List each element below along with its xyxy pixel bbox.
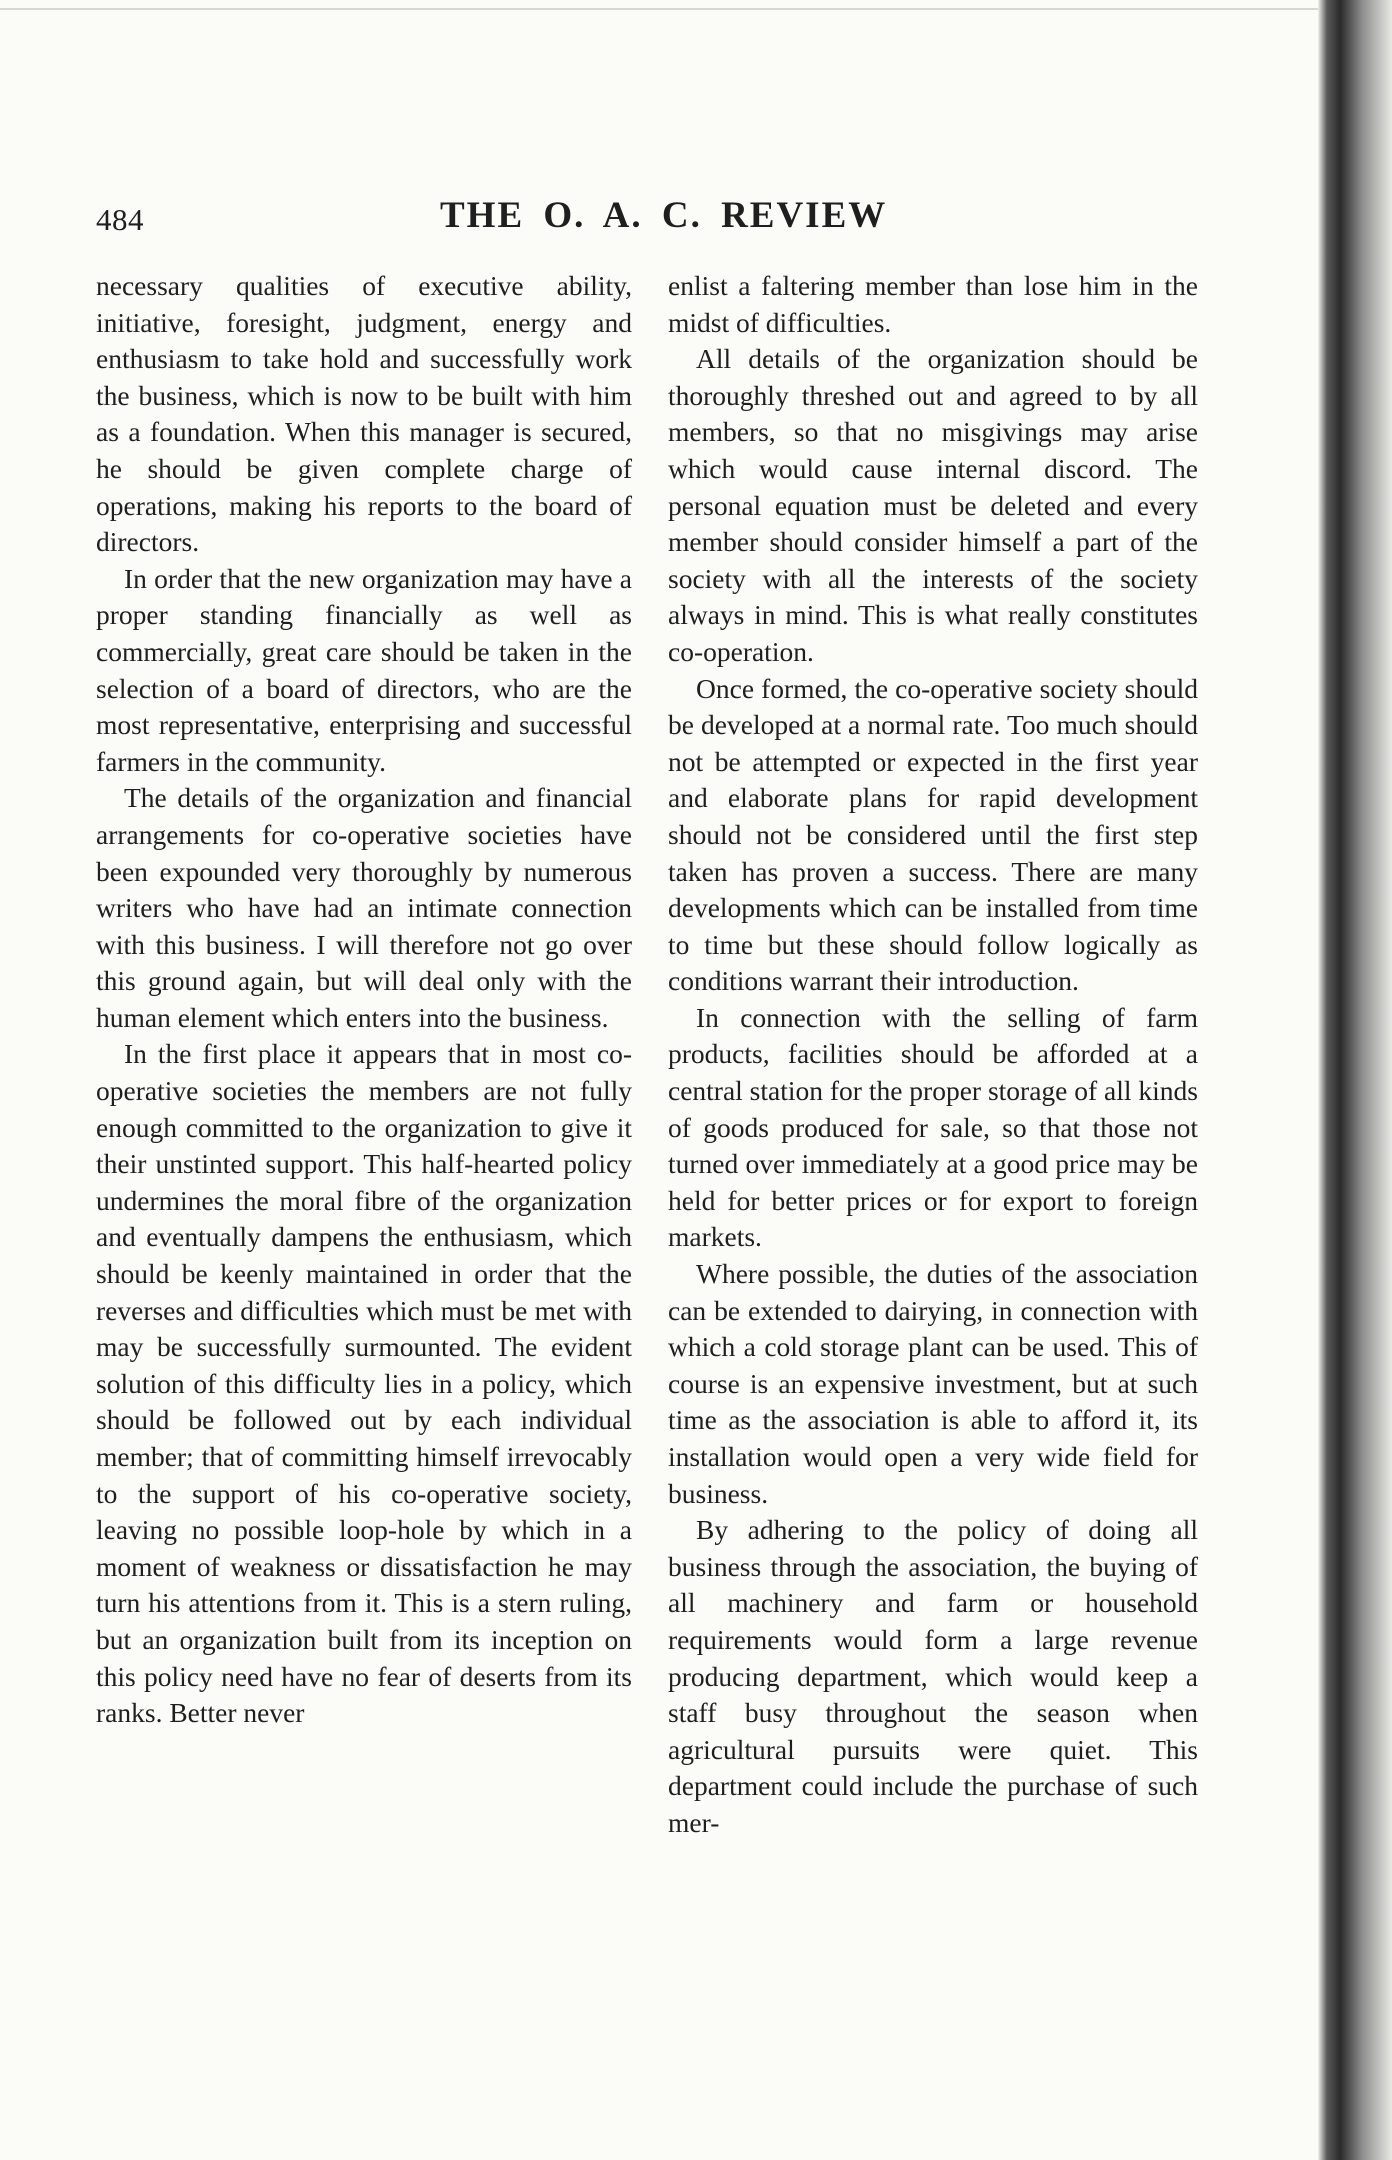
- paragraph: Where possible, the duties of the association can be extended to dairying, in connection with which a cold storage plant can be used. This of course is an expensive investment, but at such time as the association is able to afford it, its installation would open a very wide field for business.: [668, 1258, 1198, 1509]
- page-header: [0, 194, 1318, 238]
- left-column: [96, 268, 632, 1732]
- paragraph: enlist a faltering member than lose him in the midst of difficulties.: [668, 270, 1198, 338]
- page-number: 484: [96, 202, 144, 237]
- paragraph: necessary qualities of executive ability, initiative, foresight, judgment, energy and enthusiasm to take hold and successfully work the business, which is now to be built with him as a foundation. When this manager is secured, he should be given complete charge of operations, making his reports to the board of directors.: [96, 270, 632, 558]
- book-binding-edge: [1318, 0, 1392, 2160]
- paragraph: In connection with the selling of farm products, facilities should be afforded at a central station for the proper storage of all kinds of goods produced for sale, so that those not turned over immediately at a good price may be held for better prices or for export to foreign markets.: [668, 1001, 1198, 1253]
- paragraph: The details of the organization and financial arrangements for co-operative societies have been expounded very thoroughly by numerous writers who have had an intimate connection with this business. I will therefore not go over this ground again, but will deal only with the human element which enters into the business.: [96, 782, 632, 1033]
- page-top-edge: [0, 8, 1318, 10]
- paragraph: All details of the organization should be thoroughly threshed out and agreed to by all members, so that no misgivings may arise which would cause internal discord. The personal equation must be deleted and every member should consider himself a part of the society with all the interests of the society always in mind. This is what really constitutes co-operation.: [668, 343, 1198, 667]
- right-column: [668, 268, 1198, 1842]
- paragraph: Once formed, the co-operative society should be developed at a normal rate. Too much should not be attempted or expected in the first year and elaborate plans for rapid development should not be considered until the first step taken has proven a success. There are many developments which can be installed from time to time but these should follow logically as conditions warrant their introduction.: [668, 672, 1198, 997]
- paragraph: In the first place it appears that in most co-operative societies the members are not fully enough committed to the organization to give it their unstinted support. This half-hearted policy undermines the moral fibre of the organization and eventually dampens the enthusiasm, which should be keenly maintained in order that the reverses and difficulties which must be met with may be successfully surmounted. The evident solution of this difficulty lies in a policy, which should be followed out by each individual member; that of committing himself irrevocably to the support of his co-operative society, leaving no possible loop-hole by which in a moment of weakness or dissatisfaction he may turn his attentions from it. This is a stern ruling, but an organization built from its inception on this policy need have no fear of deserts from its ranks. Better never: [96, 1038, 632, 1729]
- running-title: THE O. A. C. REVIEW: [440, 195, 888, 236]
- paragraph: In order that the new organization may have a proper standing financially as well as commercially, great care should be taken in the selection of a board of directors, who are the most representative, enterprising and successful farmers in the community.: [96, 562, 632, 777]
- paragraph: By adhering to the policy of doing all business through the association, the buying of all machinery and farm or household requirements would form a large revenue producing department, which would keep a staff busy throughout the season when agricultural pursuits were quiet. This department could include the purchase of such mer-: [668, 1514, 1198, 1838]
